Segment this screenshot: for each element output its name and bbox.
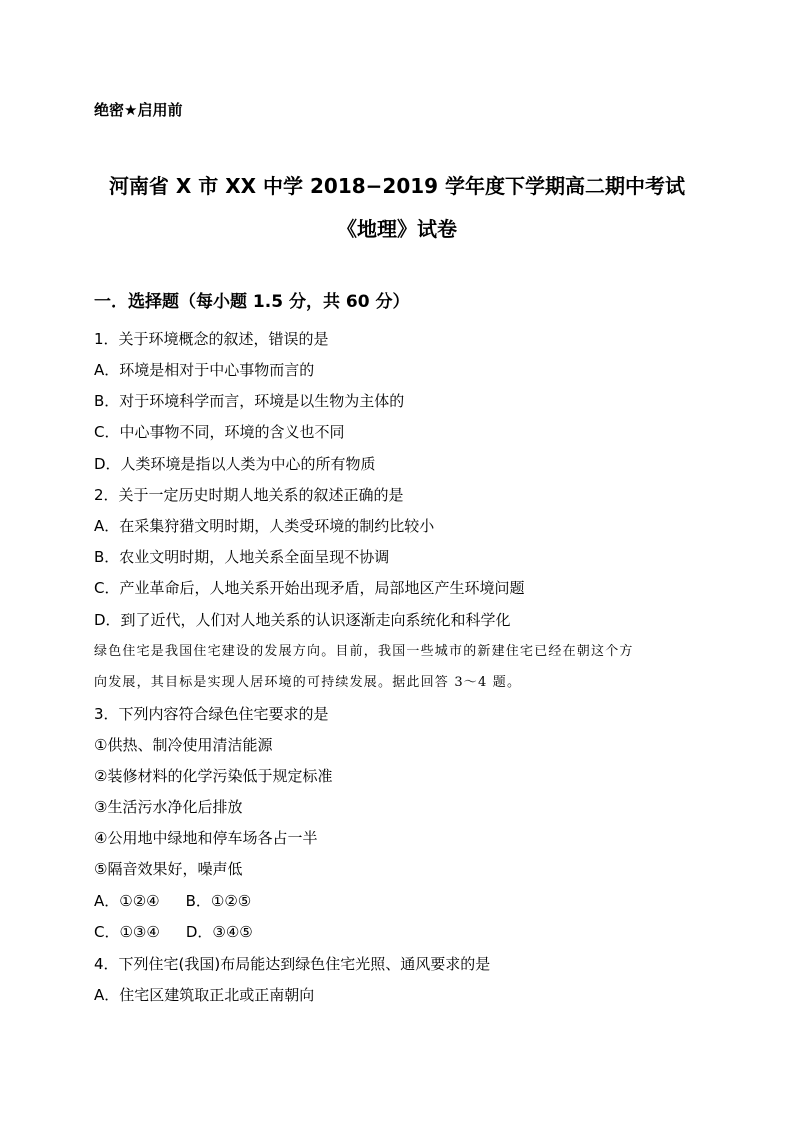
question-1-option-d: D．人类环境是指以人类为中心的所有物质 bbox=[94, 455, 376, 473]
question-3-option-d: D．③④⑤ bbox=[185, 923, 253, 941]
question-2-option-a: A．在采集狩猎文明时期，人类受环境的制约比较小 bbox=[94, 517, 435, 535]
exam-subject-title: 《地理》试卷 bbox=[337, 217, 457, 241]
question-1-option-c: C．中心事物不同，环境的含义也不同 bbox=[94, 423, 345, 441]
question-1-stem: 1．关于环境概念的叙述，错误的是 bbox=[94, 330, 329, 348]
question-3-options-row-2 bbox=[94, 922, 253, 942]
question-4-option-a: A．住宅区建筑取正北或正南朝向 bbox=[94, 986, 315, 1004]
question-4-stem: 4．下列住宅(我国)布局能达到绿色住宅光照、通风要求的是 bbox=[94, 955, 491, 973]
question-3-item-5: ⑤隔音效果好，噪声低 bbox=[94, 860, 243, 878]
question-3-item-3: ③生活污水净化后排放 bbox=[94, 798, 243, 816]
section-heading: 一．选择题（每小题 1.5 分，共 60 分） bbox=[94, 292, 410, 312]
confidential-mark: 绝密★启用前 bbox=[94, 101, 183, 119]
passage-line-1: 绿色住宅是我国住宅建设的发展方向。目前，我国一些城市的新建住宅已经在朝这个方 bbox=[94, 644, 634, 659]
passage-line-2: 向发展，其目标是实现人居环境的可持续发展。据此回答 3～4 题。 bbox=[94, 675, 522, 690]
question-3-option-b: B．①②⑤ bbox=[185, 892, 252, 910]
question-2-option-b: B．农业文明时期，人地关系全面呈现不协调 bbox=[94, 548, 390, 566]
question-3-item-2: ②装修材料的化学污染低于规定标准 bbox=[94, 767, 333, 785]
question-3-stem: 3．下列内容符合绿色住宅要求的是 bbox=[94, 705, 329, 723]
question-3-option-a: A．①②④ bbox=[94, 892, 160, 910]
question-3-options-row-1 bbox=[94, 891, 251, 911]
question-2-option-c: C．产业革命后，人地关系开始出现矛盾，局部地区产生环境问题 bbox=[94, 579, 525, 597]
question-3-item-1: ①供热、制冷使用清洁能源 bbox=[94, 736, 273, 754]
question-3-option-c: C．①③④ bbox=[94, 923, 160, 941]
question-2-option-d: D．到了近代，人们对人地关系的认识逐渐走向系统化和科学化 bbox=[94, 611, 511, 629]
question-1-option-b: B．对于环境科学而言，环境是以生物为主体的 bbox=[94, 392, 405, 410]
question-1-option-a: A．环境是相对于中心事物而言的 bbox=[94, 361, 315, 379]
exam-title: 河南省 X 市 XX 中学 2018−2019 学年度下学期高二期中考试 bbox=[108, 174, 686, 198]
question-2-stem: 2．关于一定历史时期人地关系的叙述正确的是 bbox=[94, 486, 404, 504]
question-3-item-4: ④公用地中绿地和停车场各占一半 bbox=[94, 829, 318, 847]
